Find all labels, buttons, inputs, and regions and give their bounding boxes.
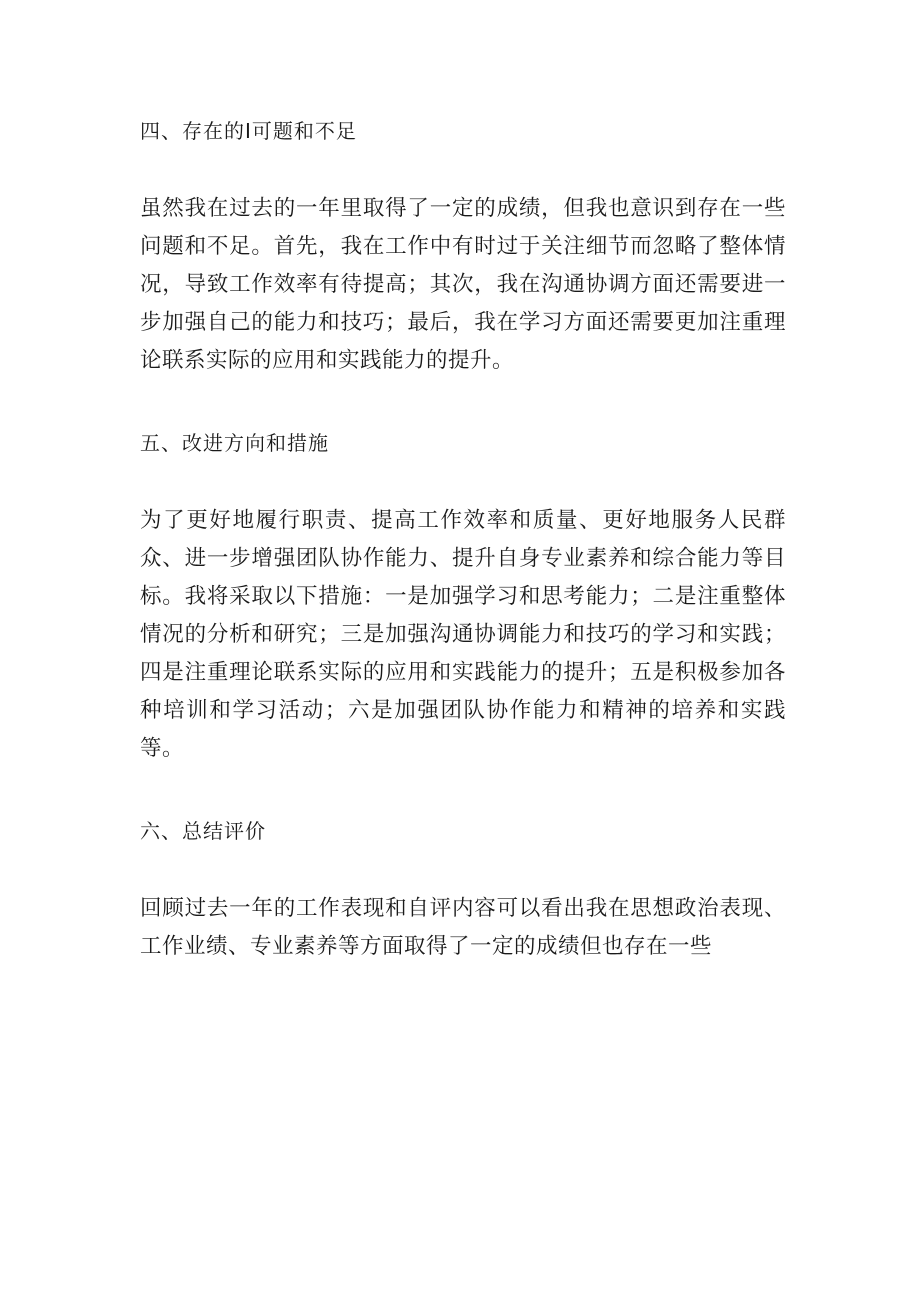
section-heading-problems: 四、存在的I可题和不足 <box>140 119 357 143</box>
section-heading-summary: 六、总结评价 <box>140 819 266 843</box>
document-body <box>140 112 786 966</box>
section-heading-improvements: 五、改进方向和措施 <box>140 431 329 455</box>
section-paragraph-summary: 回顾过去一年的工作表现和自评内容可以看出我在思想政治表现、工作业绩、专业素养等方面取得了一定的成绩但也存在一些 <box>140 896 786 959</box>
section-paragraph-improvements: 为了更好地履行职责、提高工作效率和质量、更好地服务人民群众、进一步增强团队协作能力、提升自身专业素养和综合能力等目标。我将采取以下措施：一是加强学习和思考能力；二是注重整体情况的分析和研究；三是加强沟通协调能力和技巧的学习和实践；四是注重理论联系实际的应用和实践能力的提升；五是积极参加各种培训和学习活动；六是加强团队协作能力和精神的培养和实践等。 <box>140 508 786 761</box>
section-paragraph-problems: 虽然我在过去的一年里取得了一定的成绩，但我也意识到存在一些问题和不足。首先，我在工作中有时过于关注细节而忽略了整体情况，导致工作效率有待提高；其次，我在沟通协调方面还需要进一步加强自己的能力和技巧；最后，我在学习方面还需要更加注重理论联系实际的应用和实践能力的提升。 <box>140 196 786 373</box>
